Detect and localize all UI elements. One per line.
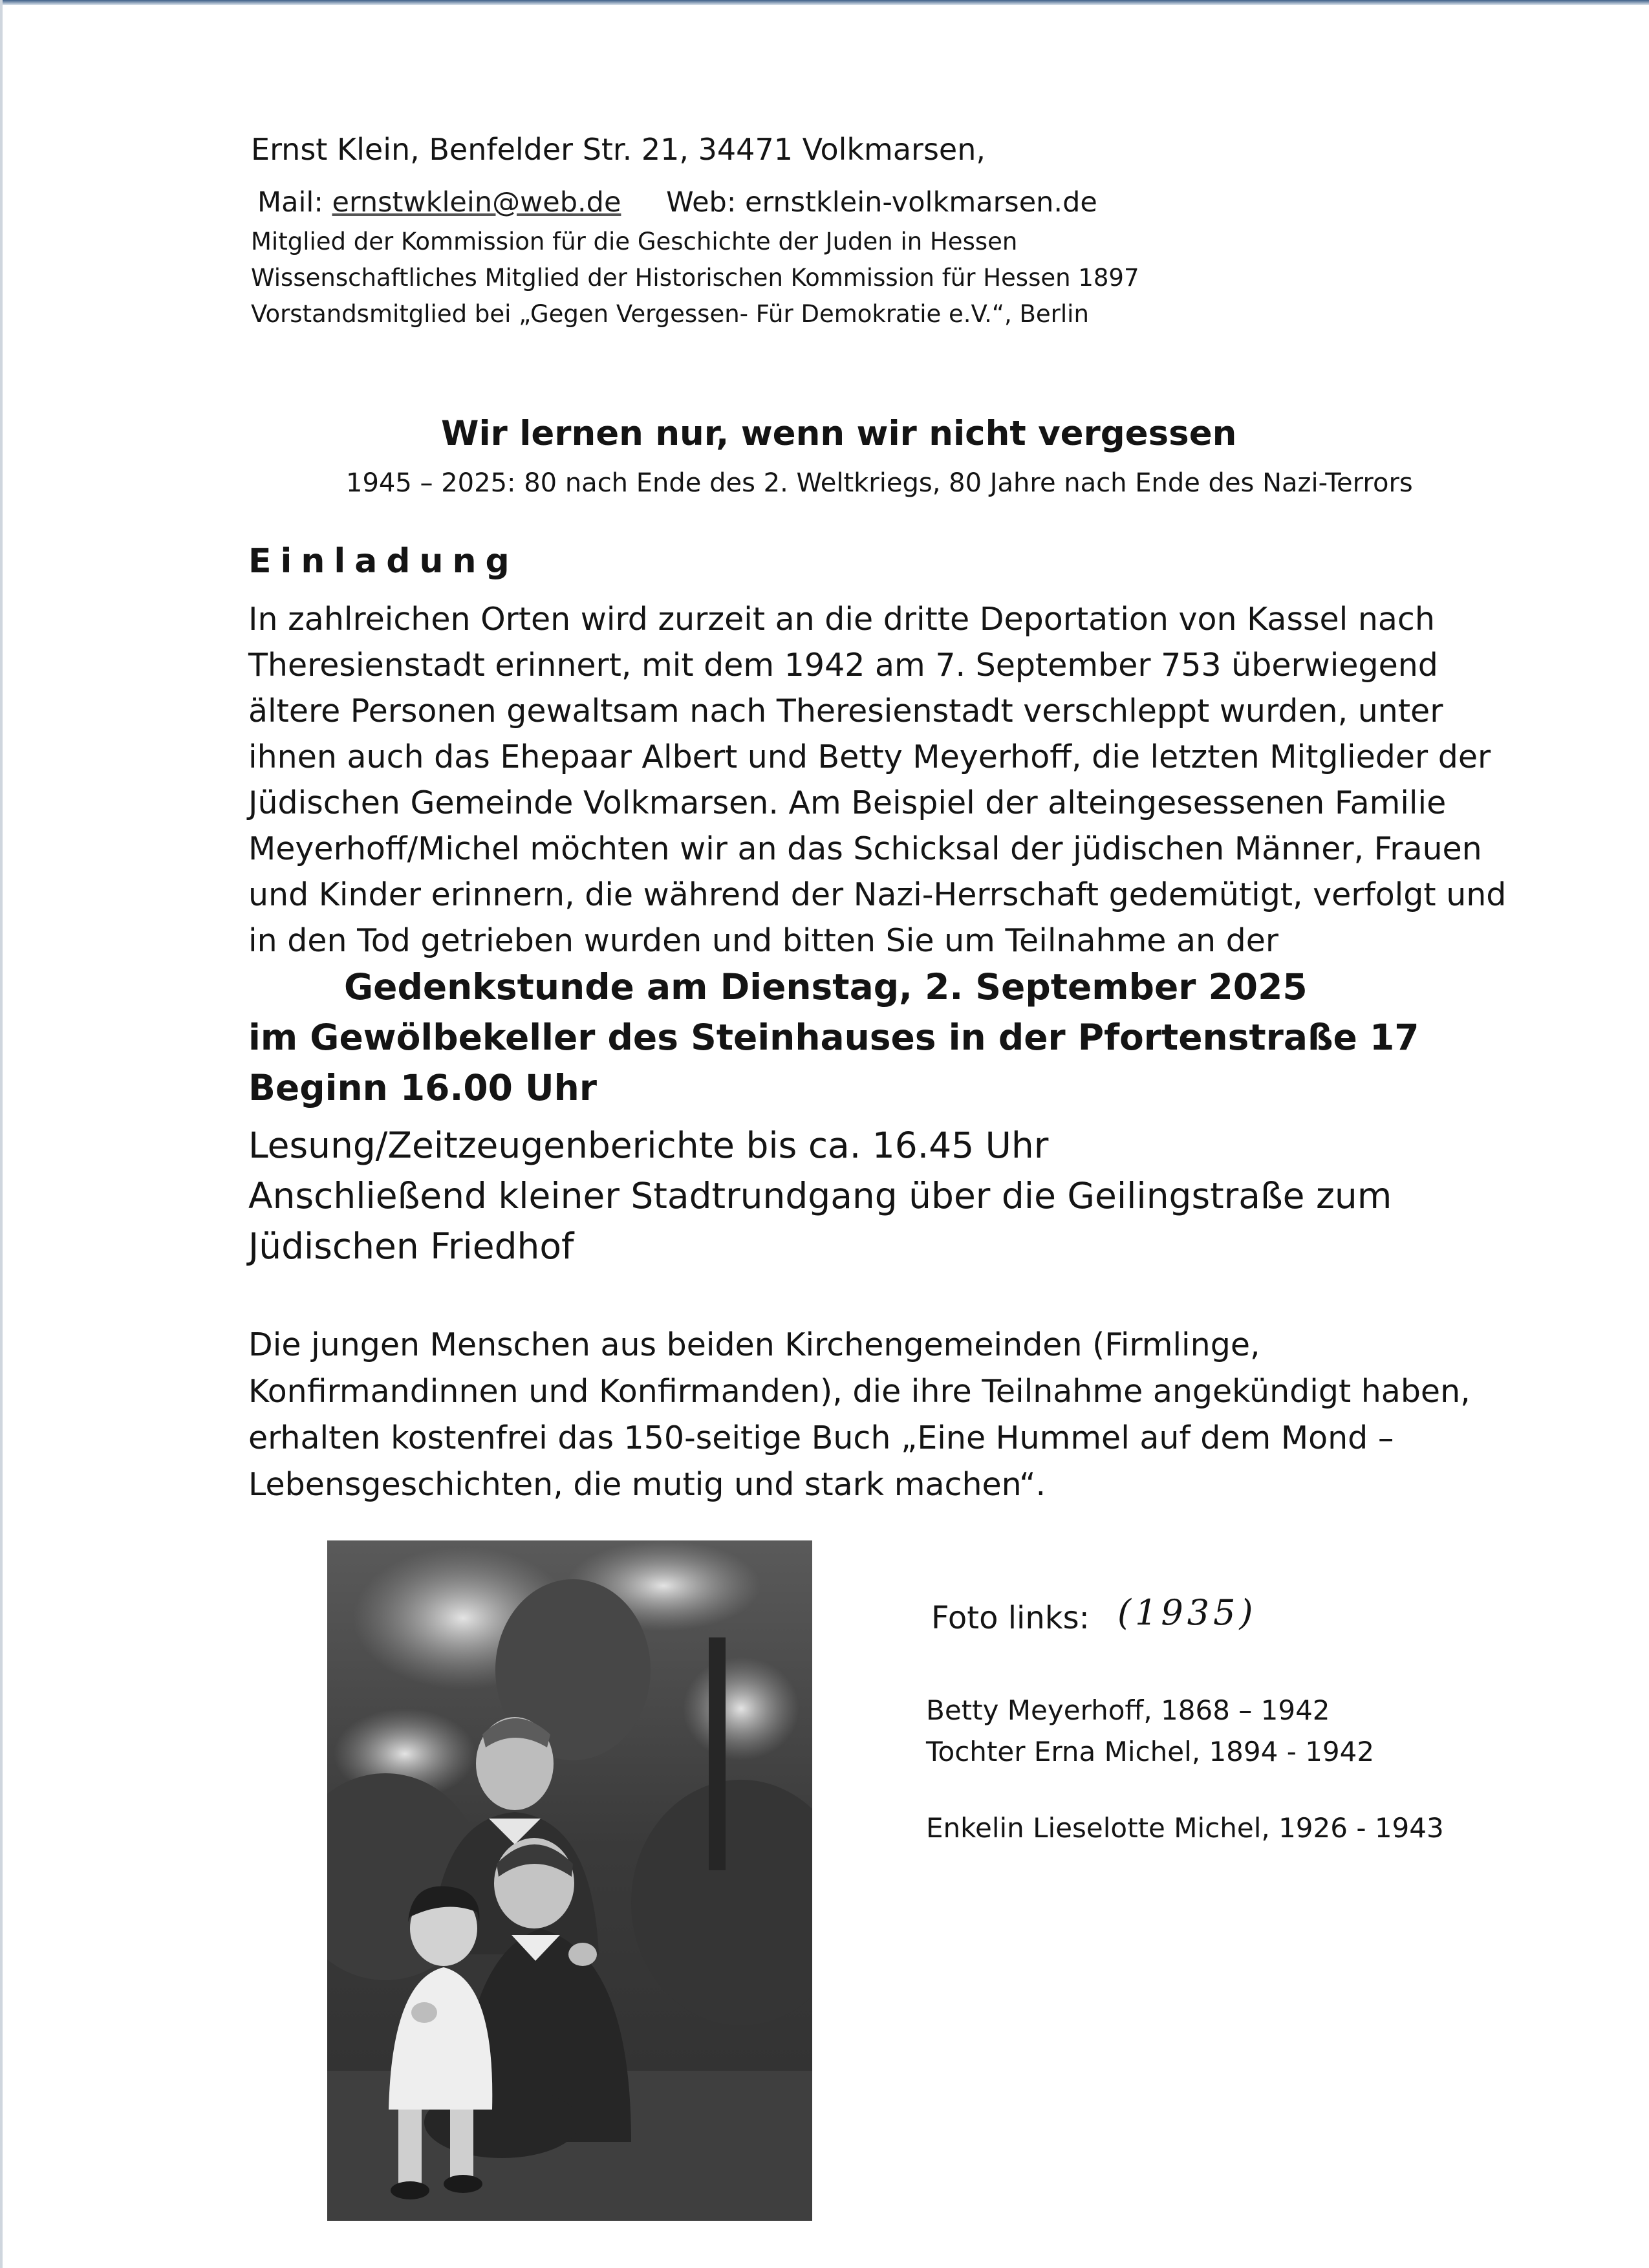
program-line: Lesung/Zeitzeugenberichte bis ca. 16.45 Uhr <box>248 1125 1049 1166</box>
photo-label: Foto links: <box>931 1600 1090 1636</box>
youth-line: Lebensgeschichten, die mutig und stark machen“. <box>248 1466 1046 1503</box>
photo-caption-line: Betty Meyerhoff, 1868 – 1942 <box>926 1694 1330 1726</box>
scan-edge <box>0 0 1649 5</box>
program-line: Jüdischen Friedhof <box>248 1226 574 1267</box>
tree-trunk <box>709 1637 726 1870</box>
photo-illustration <box>327 1540 812 2221</box>
web-label: Web: <box>666 186 737 219</box>
event-start-time: Beginn 16.00 Uhr <box>248 1067 597 1108</box>
hand <box>411 2002 437 2023</box>
youth-line: Konfirmandinnen und Konfirmanden), die ihre Teilnahme angekündigt haben, <box>248 1373 1471 1410</box>
event-location: im Gewölbekeller des Steinhauses in der Pfortenstraße 17 <box>248 1017 1419 1058</box>
slogan-title: Wir lernen nur, wenn wir nicht vergessen <box>441 414 1237 453</box>
invitation-heading: Einladung <box>248 542 519 581</box>
child-shoe <box>444 2175 482 2193</box>
handwritten-year: (1935) <box>1117 1592 1257 1633</box>
paragraph-line: Jüdischen Gemeinde Volkmarsen. Am Beispiel der alteingesessenen Familie <box>248 784 1447 821</box>
photo-caption-line: Enkelin Lieselotte Michel, 1926 - 1943 <box>926 1812 1444 1844</box>
youth-line: Die jungen Menschen aus beiden Kirchengemeinden (Firmlinge, <box>248 1326 1260 1363</box>
child-leg <box>398 2110 422 2187</box>
youth-line: erhalten kostenfrei das 150-seitige Buch „Eine Hummel auf dem Mond – <box>248 1420 1394 1456</box>
event-title: Gedenkstunde am Dienstag, 2. September 2025 <box>344 966 1308 1008</box>
paragraph-line: ihnen auch das Ehepaar Albert und Betty Meyerhoff, die letzten Mitglieder der <box>248 739 1491 775</box>
membership-line-1: Mitglied der Kommission für die Geschichte der Juden in Hessen <box>251 228 1018 255</box>
sender-address: Ernst Klein, Benfelder Str. 21, 34471 Volkmarsen, <box>251 132 986 167</box>
scan-edge-left <box>0 0 3 2268</box>
paragraph-line: Meyerhoff/Michel möchten wir an das Schicksal der jüdischen Männer, Frauen <box>248 830 1482 867</box>
paragraph-line: In zahlreichen Orten wird zurzeit an die dritte Deportation von Kassel nach <box>248 601 1435 638</box>
membership-line-3: Vorstandsmitglied bei „Gegen Vergessen- Für Demokratie e.V.“, Berlin <box>251 300 1089 328</box>
membership-line-2: Wissenschaftliches Mitglied der Historischen Kommission für Hessen 1897 <box>251 264 1139 292</box>
photo-caption-line: Tochter Erna Michel, 1894 - 1942 <box>926 1736 1375 1767</box>
youth-paragraph <box>248 1322 1477 1508</box>
paragraph-line: ältere Personen gewaltsam nach Theresienstadt verschleppt wurden, unter <box>248 693 1443 729</box>
historical-photo <box>327 1540 812 2221</box>
contact-line <box>257 186 1097 219</box>
paragraph-line: in den Tod getrieben wurden und bitten Sie um Teilnahme an der <box>248 922 1279 959</box>
website-link[interactable]: ernstklein-volkmarsen.de <box>745 186 1097 219</box>
email-link[interactable]: ernstwklein@web.de <box>332 186 621 219</box>
child-shoe <box>391 2181 429 2199</box>
paragraph-line: Theresienstadt erinnert, mit dem 1942 am 7. September 753 überwiegend <box>248 647 1438 684</box>
hand <box>568 1943 597 1966</box>
sky-patch <box>683 1657 799 1760</box>
program-line: Anschließend kleiner Stadtrundgang über die Geilingstraße zum <box>248 1175 1392 1216</box>
mail-label: Mail: <box>257 186 323 219</box>
invitation-paragraph <box>248 596 1507 964</box>
event-program <box>248 1120 1477 1271</box>
slogan-subtitle: 1945 – 2025: 80 nach Ende des 2. Weltkriegs, 80 Jahre nach Ende des Nazi-Terrors <box>346 468 1413 498</box>
paragraph-line: und Kinder erinnern, die während der Nazi-Herrschaft gedemütigt, verfolgt und <box>248 876 1507 913</box>
child-leg <box>450 2110 473 2181</box>
